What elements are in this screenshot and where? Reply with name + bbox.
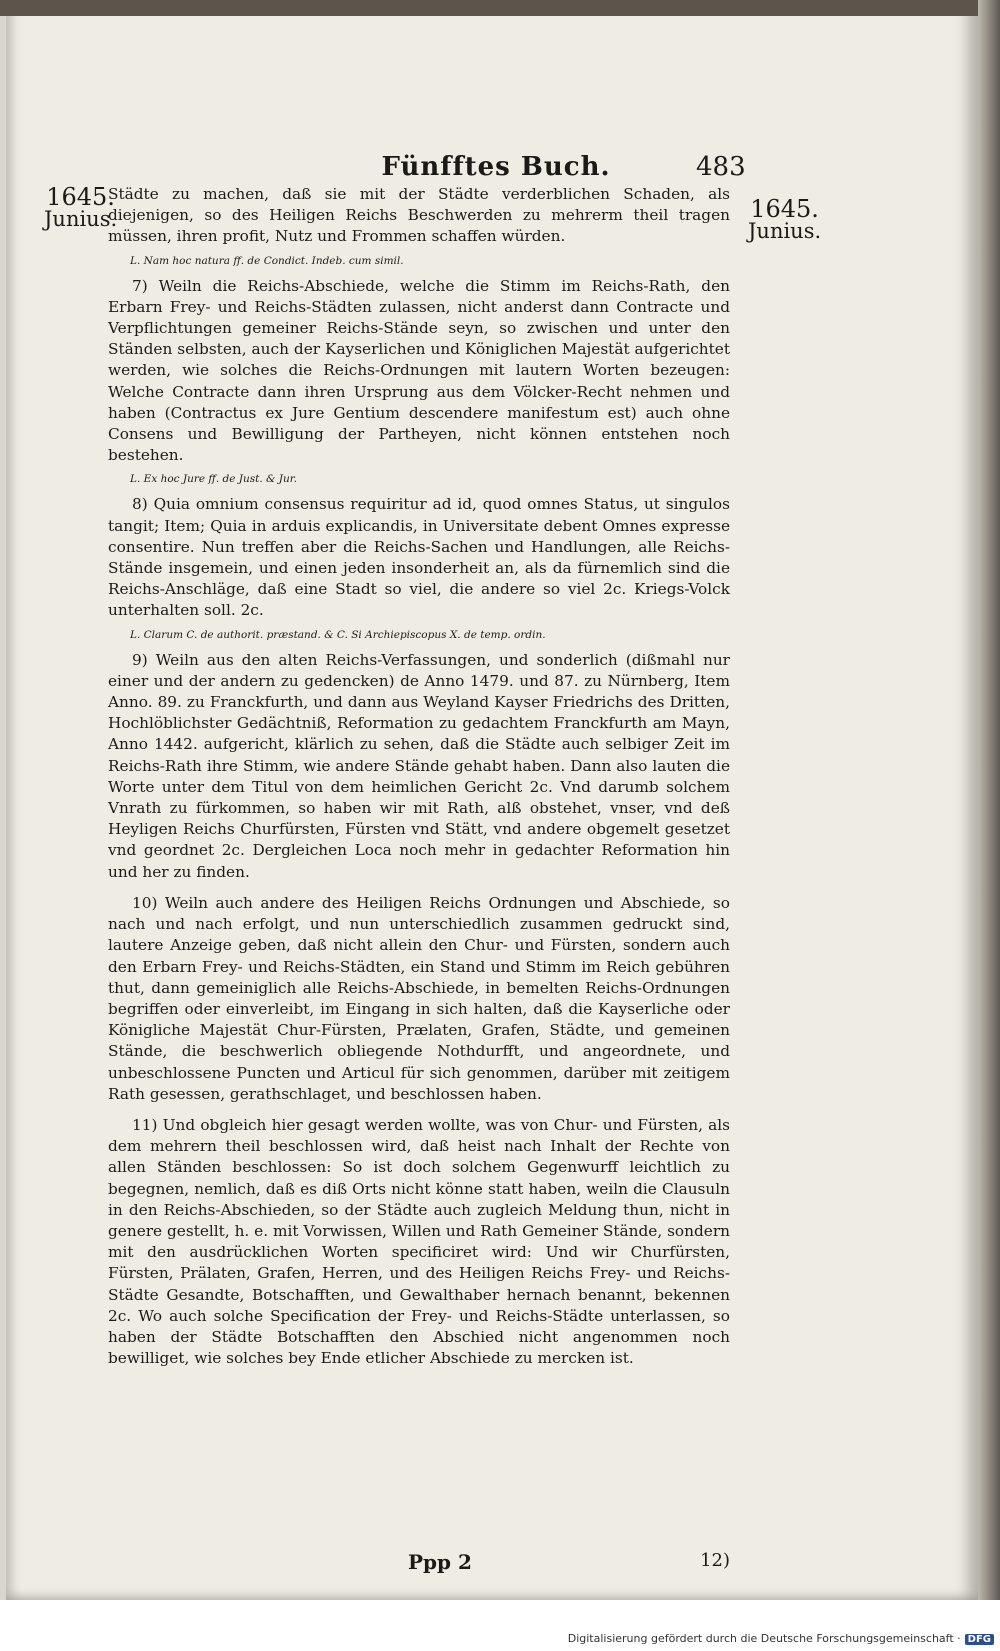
funding-credit	[568, 1632, 994, 1645]
margin-note-left	[44, 183, 118, 231]
page-sheet	[6, 0, 978, 1600]
catchword: 12)	[700, 1550, 730, 1571]
footnote-citation: L. Clarum C. de authorit. præstand. & C. Si Archiepiscopus X. de temp. ordin.	[130, 628, 546, 641]
margin-note-right	[748, 195, 822, 243]
paragraph-10: 10) Weiln auch andere des Heiligen Reichs Ordnungen und Abschiede, so nach und nach erfolgt, und nun unterschiedlich zusammen gedruckt sind, lautere Anzeige geben, daß nicht allein den Chur- und Fürsten, sondern auch den Erbarn Frey- und Reichs-Städten, ein Stand und Stimm im Reich gebühren thut, dann gemeiniglich alle Reichs-Abschiede, in bemelten Reichs-Ordnungen begriffen oder einverleibt, im Eingang in sich halten, daß die Kayserliche oder Königliche Majestät Chur-Fürsten, Prælaten, Grafen, Städte, und gemeinen Stände, die beschwerlich obliegende Nothdurfft, und angeordnete, und unbeschlossene Puncten und Articul für sich genommen, darüber mit zeitigem Rath gesessen, gerathschlaget, und beschlossen haben.	[108, 893, 730, 1103]
paragraph-11: 11) Und obgleich hier gesagt werden wollte, was von Chur- und Fürsten, als dem mehrern theil beschlossen wird, daß heist nach Inhalt der Rechte von allen Ständen beschlossen: So ist doch solchem Gegenwurff leichtlich zu begegnen, nemlich, daß es diß Orts nicht könne statt haben, weiln die Clausuln in den Reichs-Abschieden, so der Städte auch zugleich Meldung thun, nicht in genere gestellt, h. e. mit Vorwissen, Willen und Rath Gemeiner Stände, sondern mit den ausdrücklichen Worten specificiret wird: Und wir Churfürsten, Fürsten, Prälaten, Grafen, Herren, und des Heiligen Reichs Frey- und Reichs-Städte Gesandte, Botschafften, und Gewalthaber hernach benannt, bekennen 2c. Wo auch solche Specification der Frey- und Reichs-Städte unterlassen, so haben der Städte Botschafften den Abschied nicht angenommen noch bewilliget, wie solches bey Ende etlicher Abschiede zu mercken ist.	[108, 1115, 730, 1368]
margin-year: 1645.	[750, 195, 819, 223]
dfg-logo-icon: DFG	[965, 1634, 994, 1645]
paragraph-8: 8) Quia omnium consensus requiritur ad id, quod omnes Status, ut singulos tangit; Item; Quia in arduis explicandis, in Universitate debent Omnes expresse consentire. Nun treffen aber die Reichs-Sachen und Handlungen, alle Reichs-Stände insgemein, und einen jeden insonderheit an, als da fürnemlich sind die Reichs-Anschläge, daß eine Stadt so viel, die andere so viel 2c. Kriegs-Volck unterhalten soll. 2c.	[108, 495, 730, 620]
page-number: 483	[696, 152, 746, 182]
margin-year: 1645.	[46, 183, 115, 211]
paragraph-gap	[108, 1105, 730, 1115]
text-body	[108, 184, 730, 1369]
paragraph-gap	[108, 883, 730, 893]
footnote-citation: L. Ex hoc Jure ff. de Just. & Jur.	[130, 473, 297, 486]
margin-month: Junius.	[748, 219, 822, 243]
signature-mark: Ppp 2	[408, 1550, 472, 1574]
book-top-edge	[0, 0, 1000, 16]
paragraph-continuation: Städte zu machen, daß sie mit der Städte verderblichen Schaden, als diejenigen, so des Heiligen Reichs Beschwerden zu mehrerm theil tragen müssen, ihren profit, Nutz und Frommen schaffen würden.	[108, 185, 730, 246]
running-head: Fünfftes Buch.	[381, 152, 611, 182]
footnote-citation: L. Nam hoc natura ff. de Condict. Indeb. cum simil.	[130, 254, 404, 267]
credit-text: Digitalisierung gefördert durch die Deutsche Forschungsgemeinschaft ·	[567, 1632, 961, 1645]
margin-month: Junius.	[44, 207, 118, 231]
book-page-edges	[978, 0, 1000, 1600]
paragraph-7: 7) Weiln die Reichs-Abschiede, welche die Stimm im Reichs-Rath, den Erbarn Frey- und Reichs-Städten zulassen, nicht anderst dann Contracte und Verpflichtungen gemeiner Reichs-Stände seyn, so zwischen und unter den Ständen selbsten, auch der Kayserlichen und Königlichen Majestät aufgerichtet werden, wie solches die Reichs-Ordnungen mit lautern Worten bezeugen: Welche Contracte dann ihren Ursprung aus dem Völcker-Recht nehmen und haben (Contractus ex Jure Gentium descendere manifestum est) auch ohne Consens und Bewilligung der Partheyen, nicht können entstehen noch bestehen.	[108, 276, 730, 465]
paragraph-9: 9) Weiln aus den alten Reichs-Verfassungen, und sonderlich (dißmahl nur einer und der andern zu gedencken) de Anno 1479. und 87. zu Nürnberg, Item Anno. 89. zu Franckfurth, und dann aus Weyland Kayser Friedrichs des Dritten, Hochlöblichster Gedächtniß, Reformation zu gedachtem Franckfurth am Mayn, Anno 1442. aufgericht, klärlich zu sehen, daß die Städte auch selbiger Zeit im Reichs-Rath ihre Stimm, wie andere Stände gehabt haben. Dann also lauten die Worte unter dem Titul von dem heimlichen Gericht 2c. Vnd darumb solchem Vnrath zu fürkommen, so haben wir mit Rath, alß obstehet, vnser, vnd deß Heyligen Reichs Churfürsten, Fürsten vnd Stätt, vnd andere obgemelt gesetzet vnd geordnet 2c. Dergleichen Loca noch mehr in gedachter Reformation hin und her zu finden.	[108, 650, 730, 881]
credit-bar	[0, 1600, 1000, 1651]
page-footer	[108, 1550, 730, 1580]
